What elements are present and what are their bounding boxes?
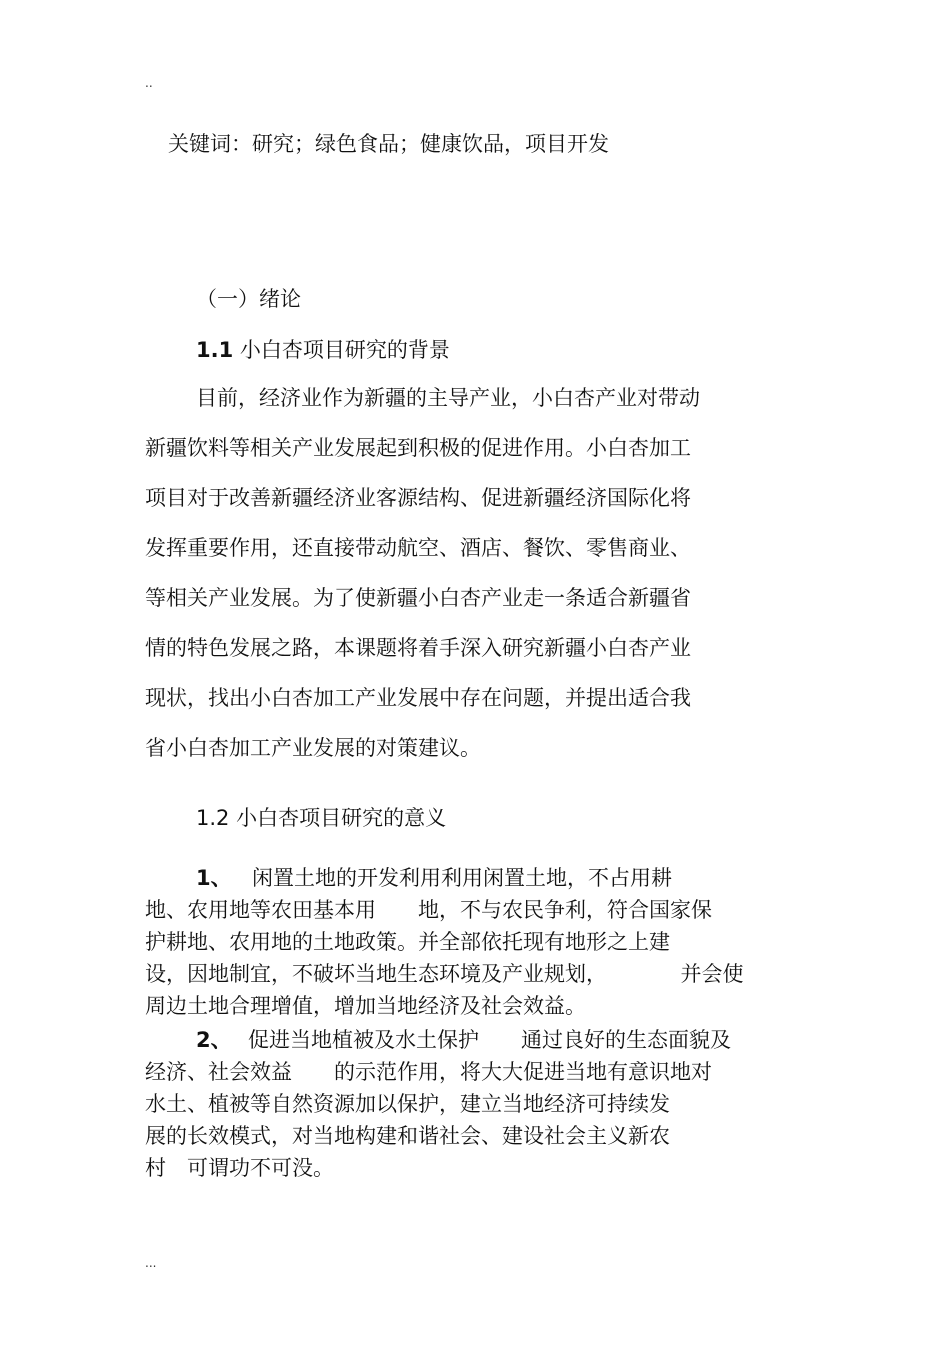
- item-number: 1、: [196, 866, 232, 890]
- paragraph-line: 现状，找出小白杏加工产业发展中存在问题，并提出适合我: [145, 686, 691, 710]
- item-line: 闲置土地的开发利用利用闲置土地，不占用耕: [252, 866, 672, 890]
- paragraph-line: 省小白杏加工产业发展的对策建议。: [145, 736, 481, 760]
- subsection-title: 小白杏项目研究的背景: [239, 338, 450, 362]
- paragraph-line: 发挥重要作用，还直接带动航空、酒店、餐饮、零售商业、: [145, 536, 691, 560]
- footer-mark: ...: [145, 1256, 157, 1270]
- subsection-heading-1-1: [196, 336, 450, 364]
- subsection-number: 1.2: [196, 806, 230, 830]
- item-line: 护耕地、农用地的土地政策。并全部依托现有地形之上建: [145, 930, 670, 954]
- item-line: 设，因地制宜，不破坏当地生态环境及产业规划， 并会使: [145, 962, 744, 986]
- subsection-title: 小白杏项目研究的意义: [236, 806, 447, 830]
- subsection-number: 1.1: [196, 338, 234, 362]
- item-line: 村 可谓功不可没。: [145, 1156, 334, 1180]
- item-line: 周边土地合理增值，增加当地经济及社会效益。: [145, 994, 586, 1018]
- paragraph-line: 项目对于改善新疆经济业客源结构、促进新疆经济国际化将: [145, 486, 691, 510]
- item-line: 水土、植被等自然资源加以保护，建立当地经济可持续发: [145, 1092, 670, 1116]
- item-line: 展的长效模式，对当地构建和谐社会、建设社会主义新农: [145, 1124, 670, 1148]
- item-number: 2、: [196, 1028, 232, 1052]
- paragraph-line: 等相关产业发展。为了使新疆小白杏产业走一条适合新疆省: [145, 586, 691, 610]
- header-mark: ..: [145, 76, 153, 90]
- item-line: 经济、社会效益 的示范作用，将大大促进当地有意识地对: [145, 1060, 712, 1084]
- keywords-line: 关键词：研究；绿色食品；健康饮品，项目开发: [168, 132, 609, 156]
- section-heading: （一）绪论: [196, 287, 301, 311]
- item-line: 地、农用地等农田基本用 地，不与农民争利，符合国家保: [145, 898, 712, 922]
- item-line: 促进当地植被及水土保护 通过良好的生态面貌及: [248, 1028, 731, 1052]
- paragraph-line: 情的特色发展之路，本课题将着手深入研究新疆小白杏产业: [145, 636, 691, 660]
- paragraph-line: 新疆饮料等相关产业发展起到积极的促进作用。小白杏加工: [145, 436, 691, 460]
- paragraph-line: 目前，经济业作为新疆的主导产业，小白杏产业对带动: [196, 386, 700, 410]
- subsection-heading-1-2: [196, 804, 446, 832]
